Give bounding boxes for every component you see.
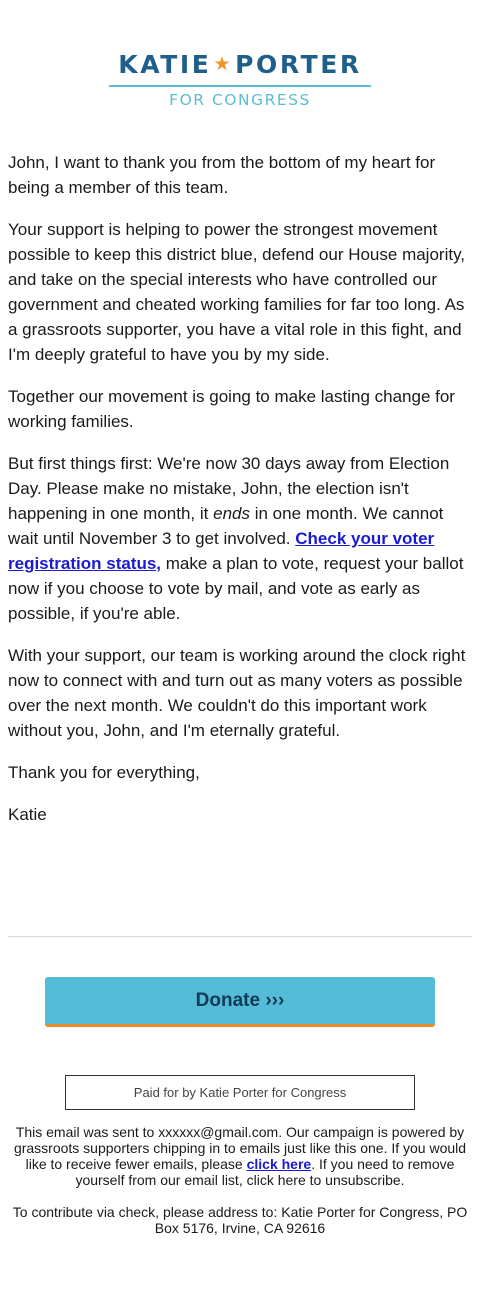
letter-paragraph-5: With your support, our team is working around the clock right now to connect with and turn out as many voters as possible over the next month. We couldn't do this important work without you, John, and I'm eternally grateful. [8, 646, 466, 740]
email-footer [8, 1124, 472, 1252]
letter-signature: Katie [8, 805, 47, 824]
check-registration-link[interactable]: Check your voter registration status, [8, 529, 435, 573]
footer-notice-text-b: . If you need to remove yourself from our email list, click here to unsubscribe. [75, 1156, 455, 1188]
letter-paragraph-1: John, I want to thank you from the bottom of my heart for being a member of this team. [8, 153, 436, 197]
logo-subtitle: FOR CONGRESS [169, 91, 311, 109]
logo-divider [109, 85, 371, 87]
paragraph-4-text-b: in one month. We cannot wait until November 3 to get involved. [8, 504, 444, 548]
footer-check-address: To contribute via check, please address to: Katie Porter for Congress, PO Box 5176, Irvine, CA 92616 [12, 1204, 468, 1236]
emphasis-ends: ends [213, 504, 250, 523]
logo-word-katie: KATIE [118, 50, 212, 79]
letter-body [8, 150, 470, 844]
letter-paragraph-3: Together our movement is going to make lasting change for working families. [8, 387, 455, 431]
fewer-emails-link[interactable]: click here [246, 1156, 312, 1172]
star-icon: ★ [213, 53, 234, 75]
campaign-logo [0, 50, 480, 110]
paid-for-disclaimer: Paid for by Katie Porter for Congress [65, 1075, 415, 1110]
donate-button[interactable]: Donate ››› [45, 977, 435, 1027]
paragraph-4-text-a: But first things first: We're now 30 days away from Election Day. Please make no mistake, John, the election isn't happening in one month, it [8, 454, 450, 523]
section-divider [8, 936, 472, 937]
letter-paragraph-2: Your support is helping to power the strongest movement possible to keep this district blue, defend our House majority, and take on the special interests who have controlled our government and cheated working families for far too long. As a grassroots supporter, you have a vital role in this fight, and I'm deeply grateful to have you by my side. [8, 220, 466, 364]
footer-notice-text-a: This email was sent to xxxxxx@gmail.com. Our campaign is powered by grassroots supporters chipping in to emails just like this one. If you would like to receive fewer emails, please [13, 1124, 467, 1172]
logo-wordmark [0, 50, 480, 82]
letter-closing: Thank you for everything, [8, 763, 200, 782]
paragraph-4-text-c: make a plan to vote, request your ballot now if you choose to vote by mail, and vote as early as possible, if you're able. [8, 554, 464, 623]
letter-paragraph-4 [8, 451, 470, 626]
footer-notice [8, 1124, 472, 1188]
logo-word-porter: PORTER [235, 50, 362, 79]
